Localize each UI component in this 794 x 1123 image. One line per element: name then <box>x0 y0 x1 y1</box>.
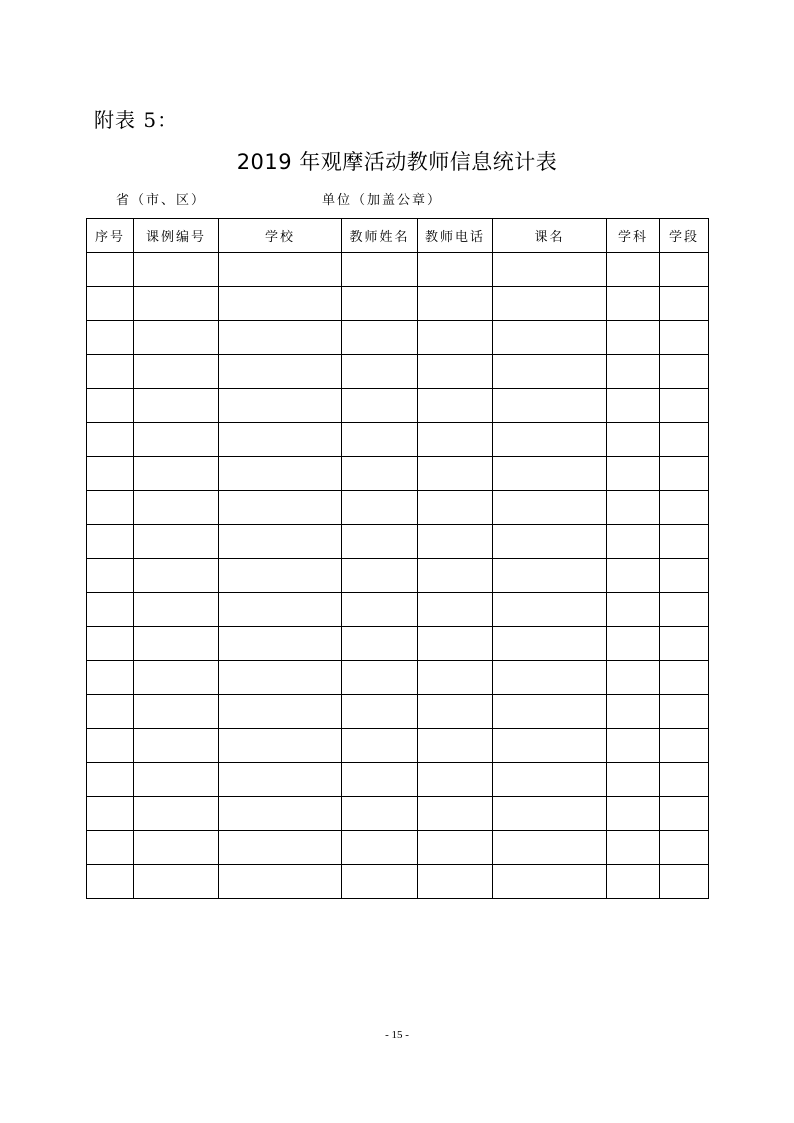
table-cell <box>87 695 134 729</box>
table-row <box>87 627 709 661</box>
table-cell <box>342 253 418 287</box>
table-cell <box>660 729 709 763</box>
table-cell <box>660 525 709 559</box>
table-cell <box>660 695 709 729</box>
table-cell <box>493 253 607 287</box>
table-cell <box>660 321 709 355</box>
table-cell <box>660 423 709 457</box>
table-cell <box>219 423 342 457</box>
table-row <box>87 559 709 593</box>
table-cell <box>607 831 660 865</box>
table-cell <box>134 355 219 389</box>
table-cell <box>342 797 418 831</box>
table-cell <box>418 865 493 899</box>
table-cell <box>493 559 607 593</box>
table-cell <box>418 627 493 661</box>
table-cell <box>418 593 493 627</box>
table-row <box>87 593 709 627</box>
table-cell <box>342 695 418 729</box>
table-cell <box>418 831 493 865</box>
table-cell <box>607 457 660 491</box>
table-cell <box>607 389 660 423</box>
table-cell <box>219 491 342 525</box>
table-cell <box>493 321 607 355</box>
table-row <box>87 253 709 287</box>
table-cell <box>418 321 493 355</box>
table-cell <box>87 661 134 695</box>
table-cell <box>134 287 219 321</box>
table-row <box>87 763 709 797</box>
table-cell <box>607 763 660 797</box>
table-row <box>87 525 709 559</box>
table-cell <box>87 559 134 593</box>
table-cell <box>87 797 134 831</box>
table-cell <box>87 389 134 423</box>
table-cell <box>660 661 709 695</box>
table-cell <box>660 491 709 525</box>
table-cell <box>342 593 418 627</box>
table-cell <box>418 389 493 423</box>
annex-label: 附表 5： <box>94 108 179 132</box>
table-cell <box>134 763 219 797</box>
table-cell <box>660 559 709 593</box>
table-cell <box>607 593 660 627</box>
table-cell <box>219 593 342 627</box>
table-cell <box>607 491 660 525</box>
table-cell <box>219 763 342 797</box>
table-cell <box>134 593 219 627</box>
table-cell <box>134 797 219 831</box>
unit-label: 单位（加盖公章） <box>322 193 443 208</box>
table-cell <box>342 457 418 491</box>
table-row <box>87 797 709 831</box>
table-cell <box>660 831 709 865</box>
table-cell <box>493 525 607 559</box>
table-cell <box>660 763 709 797</box>
header-lesson-code: 课例编号 <box>134 219 219 253</box>
table-cell <box>418 355 493 389</box>
table-cell <box>87 253 134 287</box>
table-cell <box>87 865 134 899</box>
table-cell <box>219 729 342 763</box>
table-cell <box>342 355 418 389</box>
table-cell <box>342 729 418 763</box>
table-cell <box>493 763 607 797</box>
header-lesson-name: 课名 <box>493 219 607 253</box>
table-cell <box>87 321 134 355</box>
table-cell <box>219 457 342 491</box>
table-cell <box>493 389 607 423</box>
table-cell <box>87 593 134 627</box>
table-cell <box>607 661 660 695</box>
table-cell <box>418 253 493 287</box>
table-row <box>87 729 709 763</box>
table-cell <box>418 797 493 831</box>
table-cell <box>134 253 219 287</box>
table-cell <box>342 389 418 423</box>
header-subject: 学科 <box>607 219 660 253</box>
table-cell <box>660 389 709 423</box>
province-label: 省（市、区） <box>116 193 207 208</box>
table-cell <box>219 661 342 695</box>
table-row <box>87 661 709 695</box>
table-cell <box>134 423 219 457</box>
table-cell <box>493 593 607 627</box>
table-cell <box>418 559 493 593</box>
table-cell <box>418 457 493 491</box>
table-row <box>87 287 709 321</box>
table-cell <box>493 627 607 661</box>
document-title: 2019 年观摩活动教师信息统计表 <box>236 150 558 174</box>
table-cell <box>87 627 134 661</box>
table-cell <box>607 729 660 763</box>
header-serial-number: 序号 <box>87 219 134 253</box>
table-cell <box>660 253 709 287</box>
table-cell <box>219 627 342 661</box>
table-cell <box>493 287 607 321</box>
table-cell <box>342 763 418 797</box>
table-cell <box>607 525 660 559</box>
table-cell <box>219 355 342 389</box>
table-cell <box>660 287 709 321</box>
table-cell <box>87 355 134 389</box>
table-cell <box>342 627 418 661</box>
table-cell <box>607 695 660 729</box>
table-cell <box>607 287 660 321</box>
table-cell <box>607 253 660 287</box>
table-cell <box>607 865 660 899</box>
table-cell <box>418 695 493 729</box>
table-cell <box>87 491 134 525</box>
table-cell <box>87 729 134 763</box>
table-cell <box>342 661 418 695</box>
table-cell <box>493 695 607 729</box>
table-cell <box>134 559 219 593</box>
table-row <box>87 491 709 525</box>
table-cell <box>418 423 493 457</box>
table-cell <box>87 763 134 797</box>
table-cell <box>342 559 418 593</box>
table-cell <box>493 831 607 865</box>
table-cell <box>87 423 134 457</box>
table-cell <box>219 287 342 321</box>
page-number: - 15 - <box>385 1029 409 1041</box>
header-teacher-name: 教师姓名 <box>342 219 418 253</box>
table-cell <box>342 287 418 321</box>
table-cell <box>418 661 493 695</box>
table-cell <box>219 525 342 559</box>
table-cell <box>134 729 219 763</box>
table-cell <box>219 321 342 355</box>
table-cell <box>134 491 219 525</box>
header-grade-level: 学段 <box>660 219 709 253</box>
table-cell <box>607 627 660 661</box>
header-school: 学校 <box>219 219 342 253</box>
table-cell <box>134 525 219 559</box>
table-body <box>87 253 709 899</box>
table-cell <box>607 559 660 593</box>
table-cell <box>660 627 709 661</box>
table-row <box>87 389 709 423</box>
table-cell <box>418 491 493 525</box>
table-cell <box>219 797 342 831</box>
header-teacher-phone: 教师电话 <box>418 219 493 253</box>
table-cell <box>660 797 709 831</box>
table-cell <box>660 865 709 899</box>
table-cell <box>87 525 134 559</box>
table-cell <box>219 389 342 423</box>
table-cell <box>342 321 418 355</box>
table-cell <box>134 831 219 865</box>
table-cell <box>607 321 660 355</box>
table-cell <box>219 831 342 865</box>
table-cell <box>342 525 418 559</box>
table-row <box>87 355 709 389</box>
table-cell <box>219 865 342 899</box>
table-cell <box>493 423 607 457</box>
table-cell <box>607 797 660 831</box>
table-row <box>87 423 709 457</box>
table-cell <box>134 661 219 695</box>
table-cell <box>493 355 607 389</box>
table-row <box>87 457 709 491</box>
table-cell <box>219 695 342 729</box>
table-cell <box>418 763 493 797</box>
table-cell <box>219 559 342 593</box>
table-cell <box>134 865 219 899</box>
table-row <box>87 831 709 865</box>
table-cell <box>660 457 709 491</box>
table-cell <box>607 355 660 389</box>
table-cell <box>134 457 219 491</box>
table-cell <box>342 831 418 865</box>
teacher-info-table <box>86 218 709 899</box>
table-cell <box>219 253 342 287</box>
table-cell <box>493 661 607 695</box>
table-cell <box>134 695 219 729</box>
table-row <box>87 695 709 729</box>
table-cell <box>418 729 493 763</box>
table-cell <box>134 389 219 423</box>
table-header-row <box>87 219 709 253</box>
table-cell <box>87 831 134 865</box>
table-cell <box>342 423 418 457</box>
table-cell <box>418 525 493 559</box>
table-cell <box>493 865 607 899</box>
table-cell <box>660 593 709 627</box>
table-row <box>87 321 709 355</box>
table-cell <box>660 355 709 389</box>
table-cell <box>342 491 418 525</box>
table-cell <box>493 729 607 763</box>
table-cell <box>134 321 219 355</box>
table-row <box>87 865 709 899</box>
table-cell <box>418 287 493 321</box>
table-cell <box>87 457 134 491</box>
table-cell <box>493 491 607 525</box>
table-cell <box>493 797 607 831</box>
table-cell <box>87 287 134 321</box>
table-cell <box>342 865 418 899</box>
table-cell <box>493 457 607 491</box>
table-cell <box>607 423 660 457</box>
table-cell <box>134 627 219 661</box>
